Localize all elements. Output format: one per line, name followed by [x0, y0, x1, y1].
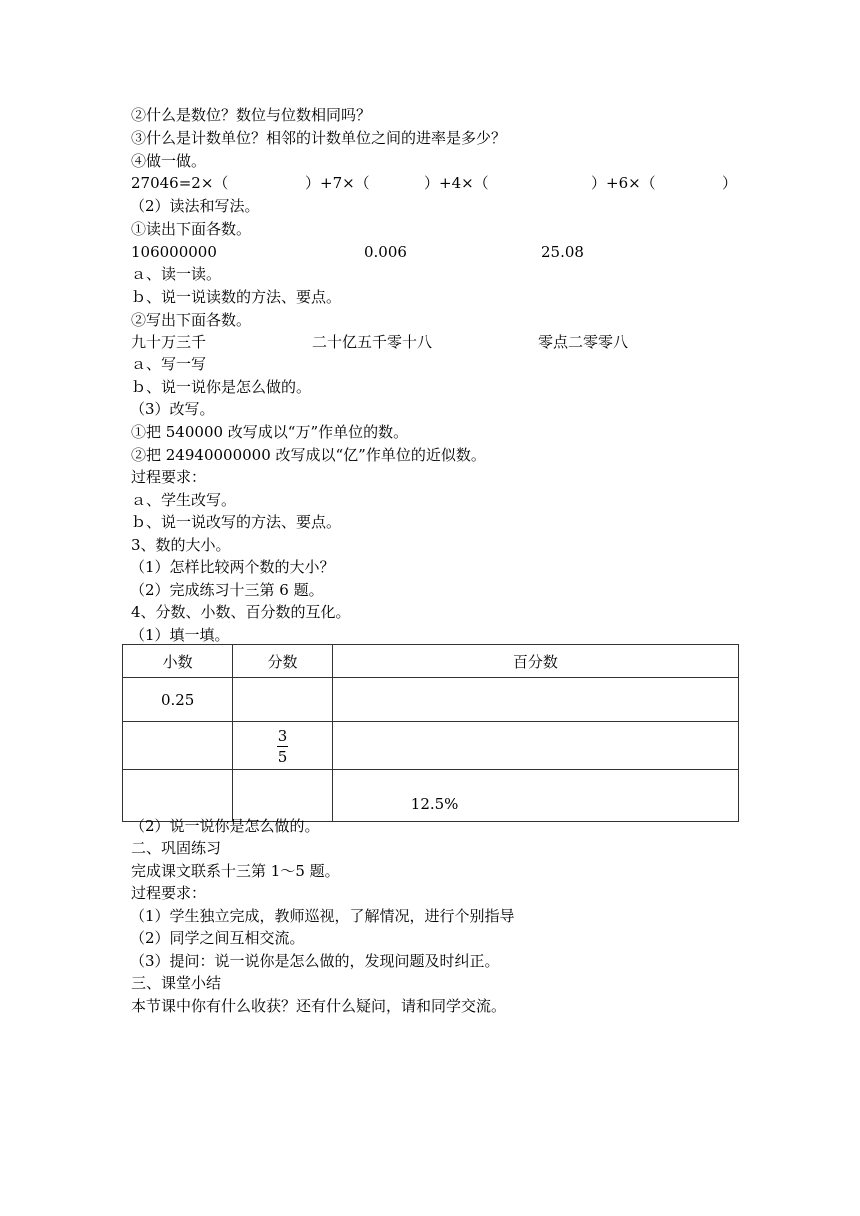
number-2: 0.006	[364, 243, 407, 261]
cell-fraction	[233, 722, 332, 770]
number-3: 25.08	[541, 243, 584, 261]
number-1: 106000000	[131, 243, 217, 261]
expansion-part-d: ）+6×（	[591, 174, 656, 192]
requirement-2: （2）同学之间互相交流。	[130, 929, 305, 947]
fill-in-heading: （1）填一填。	[130, 626, 230, 644]
expansion-part-c: ）+4×（	[424, 174, 489, 192]
fraction-numerator: 3	[277, 726, 288, 745]
expansion-part-a: 27046=2×（	[131, 174, 229, 192]
word-number-3: 零点二零零八	[538, 333, 629, 351]
section-consolidation: 二、巩固练习	[131, 839, 222, 857]
rewrite-step-b: ｂ、说一说改写的方法、要点。	[131, 513, 342, 531]
cell-empty	[123, 722, 233, 770]
table-row	[123, 770, 739, 822]
compare-item-1: （1）怎样比较两个数的大小？	[130, 558, 335, 576]
section-rewrite: （3）改写。	[130, 400, 215, 418]
read-step-b: ｂ、说一说读数的方法、要点。	[131, 288, 342, 306]
explain-heading: （2）说一说你是怎么做的。	[130, 817, 320, 835]
question-counting-unit: ③什么是计数单位？相邻的计数单位之间的进率是多少？	[131, 129, 507, 147]
fraction-denominator: 5	[277, 747, 288, 766]
cell-decimal-0.25: 0.25	[123, 678, 233, 722]
section-read-write: （2）读法和写法。	[130, 197, 260, 215]
cell-percent-12.5: 12.5%	[332, 770, 738, 822]
word-number-1: 九十万三千	[131, 333, 207, 351]
practice-heading: ④做一做。	[131, 152, 207, 170]
expansion-exercise	[131, 172, 741, 194]
summary-prompt: 本节课中你有什么收获？还有什么疑问，请和同学交流。	[131, 997, 507, 1015]
process-requirements-2: 过程要求：	[131, 884, 207, 902]
read-step-a: ａ、读一读。	[131, 265, 222, 283]
rewrite-item-1: ①把 540000 改写成以“万”作单位的数。	[131, 423, 409, 441]
header-percent: 百分数	[332, 645, 738, 678]
cell-empty	[123, 770, 233, 822]
section-summary: 三、课堂小结	[131, 974, 222, 992]
fraction-3-5	[277, 728, 288, 765]
cell-empty	[233, 770, 332, 822]
write-step-a: ａ、写一写	[131, 355, 207, 373]
read-numbers-heading: ①读出下面各数。	[131, 220, 252, 238]
rewrite-step-a: ａ、学生改写。	[131, 491, 237, 509]
expansion-part-e: ）	[722, 174, 738, 192]
process-requirements-1: 过程要求：	[131, 468, 207, 486]
rewrite-item-2: ②把 24940000000 改写成以“亿”作单位的近似数。	[131, 446, 486, 464]
cell-empty	[332, 722, 738, 770]
consolidation-task: 完成课文联系十三第 1～5 题。	[131, 862, 340, 880]
word-number-2: 二十亿五千零十八	[312, 333, 433, 351]
question-digit-place: ②什么是数位？数位与位数相同吗？	[131, 106, 372, 124]
fraction-bar	[277, 746, 288, 747]
requirement-1: （1）学生独立完成，教师巡视，了解情况，进行个别指导	[130, 907, 515, 925]
header-decimal: 小数	[123, 645, 233, 678]
table-row	[123, 678, 739, 722]
numbers-to-read	[131, 241, 631, 263]
section-compare-heading: 3、数的大小。	[131, 536, 231, 554]
compare-item-2: （2）完成练习十三第 6 题。	[130, 581, 324, 599]
conversion-table	[122, 644, 739, 822]
table-header-row	[123, 645, 739, 678]
requirement-3: （3）提问：说一说你是怎么做的，发现问题及时纠正。	[130, 952, 500, 970]
table-row	[123, 722, 739, 770]
expansion-part-b: ）+7×（	[305, 174, 370, 192]
section-conversion-heading: 4、分数、小数、百分数的互化。	[131, 603, 351, 621]
write-numbers-heading: ②写出下面各数。	[131, 311, 252, 329]
numbers-to-write	[131, 331, 651, 353]
header-fraction: 分数	[233, 645, 332, 678]
cell-empty	[332, 678, 738, 722]
write-step-b: ｂ、说一说你是怎么做的。	[131, 378, 312, 396]
cell-empty	[233, 678, 332, 722]
